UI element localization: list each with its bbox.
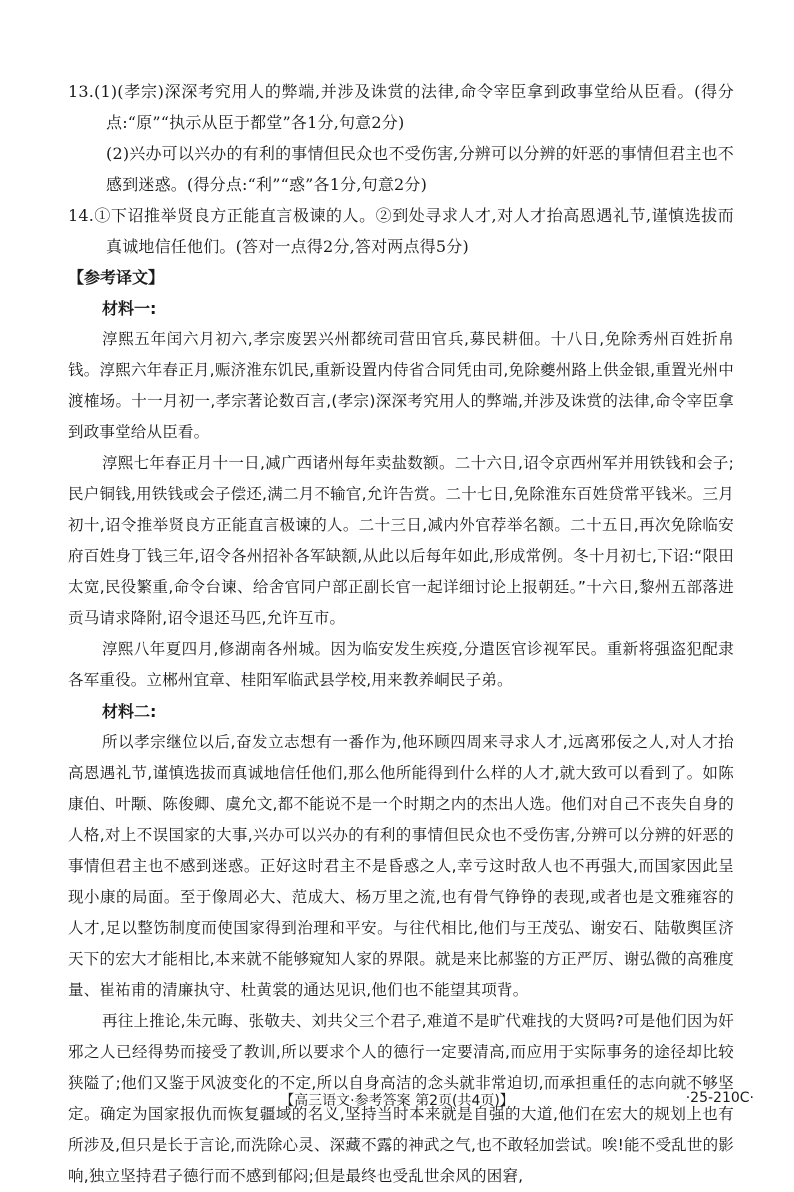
material-1-paragraph-1: 淳熙五年闰六月初六,孝宗废罢兴州都统司营田官兵,募民耕佃。十八日,免除秀州百姓折帛钱。淳熙六年春正月,赈济淮东饥民,重新设置内侍省合同凭由司,免除夔州路上供金银,重置光州中渡榷场。十一月初一,孝宗著论数百言,(孝宗)深深考究用人的弊端,并涉及诛赏的法律,命令宰臣拿到政事堂给从臣看。: [68, 330, 734, 441]
answer-13-part2: (2)兴办可以兴办的有利的事情但民众也不受伤害,分辨可以分辨的奸恶的事情但君主也不感到迷惑。(得分点:“利”“惑”各1分,句意2分): [106, 144, 734, 194]
translation-heading: 【参考译文】: [68, 268, 165, 287]
material-2-title: 材料二:: [102, 702, 157, 721]
material-1-paragraph-2: 淳熙七年春正月十一日,减广西诸州每年卖盐数额。二十六日,诏令京西州军并用铁钱和会子;民户铜钱,用铁钱或会子偿还,满二月不输官,允许告赏。二十七日,免除淮东百姓贷常平钱米。三月初十,诏令推举贤良方正能直言极谏的人。二十三日,减内外官荐举名额。二十五日,再次免除临安府百姓身丁钱三年,诏令各州招补各军缺额,从此以后每年如此,形成常例。冬十月初七,下诏:“限田太宽,民役繁重,命令台谏、给舍官同户部正副长官一起详细讨论上报朝廷。”十六日,黎州五部落进贡马请求降附,诏令退还马匹,允许互市。: [68, 454, 734, 627]
material-1-paragraph-3: 淳熙八年夏四月,修湖南各州城。因为临安发生疾疫,分遣医官诊视军民。重新将强盗犯配隶各军重役。立郴州宜章、桂阳军临武县学校,用来教养峒民子弟。: [68, 640, 734, 689]
material-2-paragraph-1: 所以孝宗继位以后,奋发立志想有一番作为,他环顾四周来寻求人才,远离邪佞之人,对人才抬高恩遇礼节,谨慎选拔而真诚地信任他们,那么他所能得到什么样的人才,就大致可以看到了。如陈康伯、叶颙、陈俊卿、虞允文,都不能说不是一个时期之内的杰出人选。他们对自己不丧失自身的人格,对上不误国家的大事,兴办可以兴办的有利的事情但民众也不受伤害,分辨可以分辨的奸恶的事情但君主也不感到迷惑。正好这时君主不是昏惑之人,幸亏这时敌人也不再强大,而国家因此呈现小康的局面。至于像周必大、范成大、杨万里之流,也有骨气铮铮的表现,或者也是文雅雍容的人才,足以整饬制度而使国家得到治理和平安。与往代相比,他们与王茂弘、谢安石、陆敬舆匡济天下的宏大才能相比,本来就不能够窥知人家的界限。就是来比郝鉴的方正严厉、谢弘微的高雅度量、崔祐甫的清廉执守、杜黄裳的通达见识,他们也不能望其项背。: [68, 733, 734, 999]
answer-13-part1: 13.(1)(孝宗)深深考究用人的弊端,并涉及诛赏的法律,命令宰臣拿到政事堂给从臣看。(得分点:“原”“执示从臣于都堂”各1分,句意2分): [68, 82, 734, 132]
footer-page-info: 【高三语文·参考答案 第2页(共4页)】: [280, 1093, 514, 1109]
material-2-paragraph-2: 再往上推论,朱元晦、张敬夫、刘共父三个君子,难道不是旷代难找的大贤吗?可是他们因为奸邪之人已经得势而接受了教训,所以要求个人的德行一定要清高,而应用于实际事务的途径却比较狭隘了;他们又鉴于风波变化的不定,所以自身高洁的念头就非常迫切,而承担重任的志向就不够坚定。确定为国家报仇而恢复疆域的名义,坚持当时本来就是自强的大道,他们在宏大的规划上也有所涉及,但只是长于言论,而洗除心灵、深藏不露的神武之气,也不敢轻加尝试。唉!能不受乱世的影响,独立坚持君子德行而不感到郁闷;但是最终也受乱世余风的困窘,: [68, 1012, 734, 1185]
footer-code: ·25-210C·: [685, 1090, 754, 1106]
answer-14: 14.①下诏推举贤良方正能直言极谏的人。②到处寻求人才,对人才抬高恩遇礼节,谨慎选拔而真诚地信任他们。(答对一点得2分,答对两点得5分): [68, 206, 734, 256]
material-1-title: 材料一:: [102, 299, 157, 318]
